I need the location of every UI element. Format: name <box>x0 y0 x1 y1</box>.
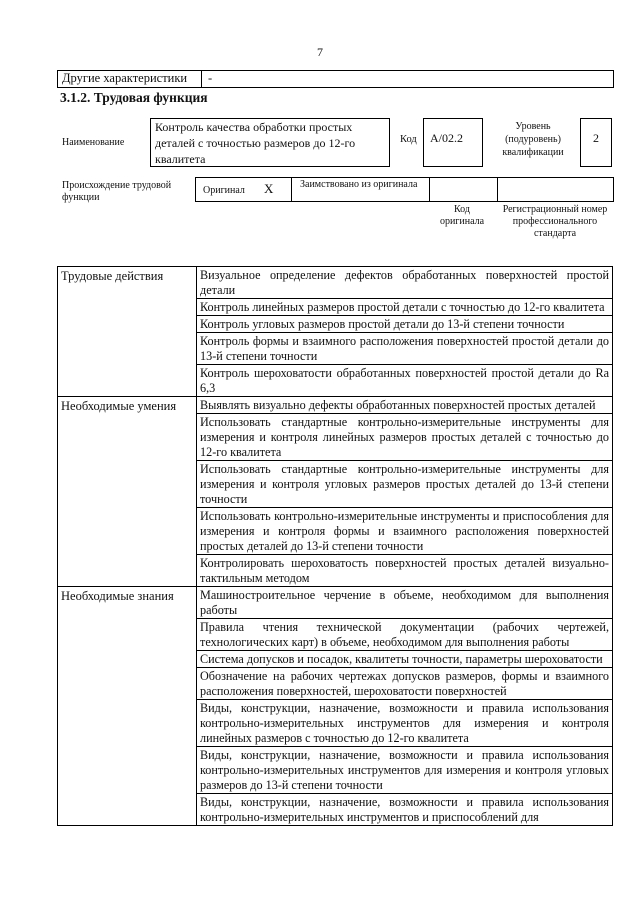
table-row <box>58 587 613 619</box>
item-cell: Выявлять визуально дефекты обработанных поверхностей простых деталей <box>197 397 613 414</box>
function-name-box: Контроль качества обработки простых деталей с точностью размеров до 12-го квалитета <box>150 118 390 167</box>
item-cell: Правила чтения технической документации (рабочих чертежей, технологических карт) в объеме, необходимом для выполнения работы <box>197 619 613 651</box>
page-number: 7 <box>317 45 323 59</box>
category-cell: Необходимые умения <box>58 397 197 587</box>
item-cell: Контроль шероховатости обработанных поверхностей простой детали до Ra 6,3 <box>197 365 613 397</box>
original-label: Оригинал <box>203 185 245 196</box>
item-cell: Контроль угловых размеров простой детали до 13-й степени точности <box>197 316 613 333</box>
item-cell: Система допусков и посадок, квалитеты точности, параметры шероховатости <box>197 651 613 668</box>
function-details-table <box>57 266 613 826</box>
cell-divider <box>291 178 292 201</box>
code-original-caption: Код оригинала <box>439 204 485 227</box>
table-row <box>58 397 613 414</box>
item-cell: Машиностроительное черчение в объеме, необходимом для выполнения работы <box>197 587 613 619</box>
cell-divider <box>429 178 430 201</box>
item-cell: Контроль формы и взаимного расположения поверхностей простой детали до 13-й степени точности <box>197 333 613 365</box>
reg-number-caption: Регистрационный номер профессионального стандарта <box>502 204 608 239</box>
item-cell: Использовать стандартные контрольно-измерительные инструменты для измерения и контроля линейных размеров простых деталей с точностью до 12-го квалитета <box>197 414 613 461</box>
item-cell: Использовать стандартные контрольно-измерительные инструменты для измерения и контроля угловых размеров простых деталей до 13-й степени точности <box>197 461 613 508</box>
other-characteristics-row <box>57 70 614 88</box>
item-cell: Контролировать шероховатость поверхностей простых деталей визуально-тактильным методом <box>197 555 613 587</box>
category-cell: Необходимые знания <box>58 587 197 826</box>
section-heading: 3.1.2. Трудовая функция <box>60 90 208 105</box>
category-cell: Трудовые действия <box>58 267 197 397</box>
cell-divider <box>201 71 202 87</box>
qualification-level-box: 2 <box>580 118 612 167</box>
item-cell: Виды, конструкции, назначение, возможности и правила использования контрольно-измерительных инструментов и приспособлений для <box>197 794 613 826</box>
borrowed-label: Заимствовано из оригинала <box>300 179 418 190</box>
item-cell: Контроль линейных размеров простой детали с точностью до 12-го квалитета <box>197 299 613 316</box>
qualification-level-label: Уровень (подуровень) квалификации <box>502 121 564 158</box>
original-mark: X <box>264 181 274 196</box>
name-label: Наименование <box>62 137 125 148</box>
code-label: Код <box>400 134 417 145</box>
origin-row <box>195 177 614 202</box>
item-cell: Обозначение на рабочих чертежах допусков размеров, формы и взаимного расположения поверхностей, шероховатости поверхностей <box>197 668 613 700</box>
function-code-box: А/02.2 <box>423 118 483 167</box>
other-characteristics-label: Другие характеристики <box>62 71 188 85</box>
item-cell: Виды, конструкции, назначение, возможности и правила использования контрольно-измерительных инструментов для измерения и контроля угловых размеров до 13-й степени точности <box>197 747 613 794</box>
cell-divider <box>497 178 498 201</box>
table-row <box>58 267 613 299</box>
item-cell: Визуальное определение дефектов обработанных поверхностей простой детали <box>197 267 613 299</box>
item-cell: Виды, конструкции, назначение, возможности и правила использования контрольно-измерительных инструментов для измерения и контроля линейных размеров с точностью до 12-го квалитета <box>197 700 613 747</box>
item-cell: Использовать контрольно-измерительные инструменты и приспособления для измерения и контроля формы и взаимного расположения поверхностей простых деталей до 13-й степени точности <box>197 508 613 555</box>
other-characteristics-value: - <box>208 71 213 85</box>
origin-label: Происхождение трудовой функции <box>62 180 172 203</box>
